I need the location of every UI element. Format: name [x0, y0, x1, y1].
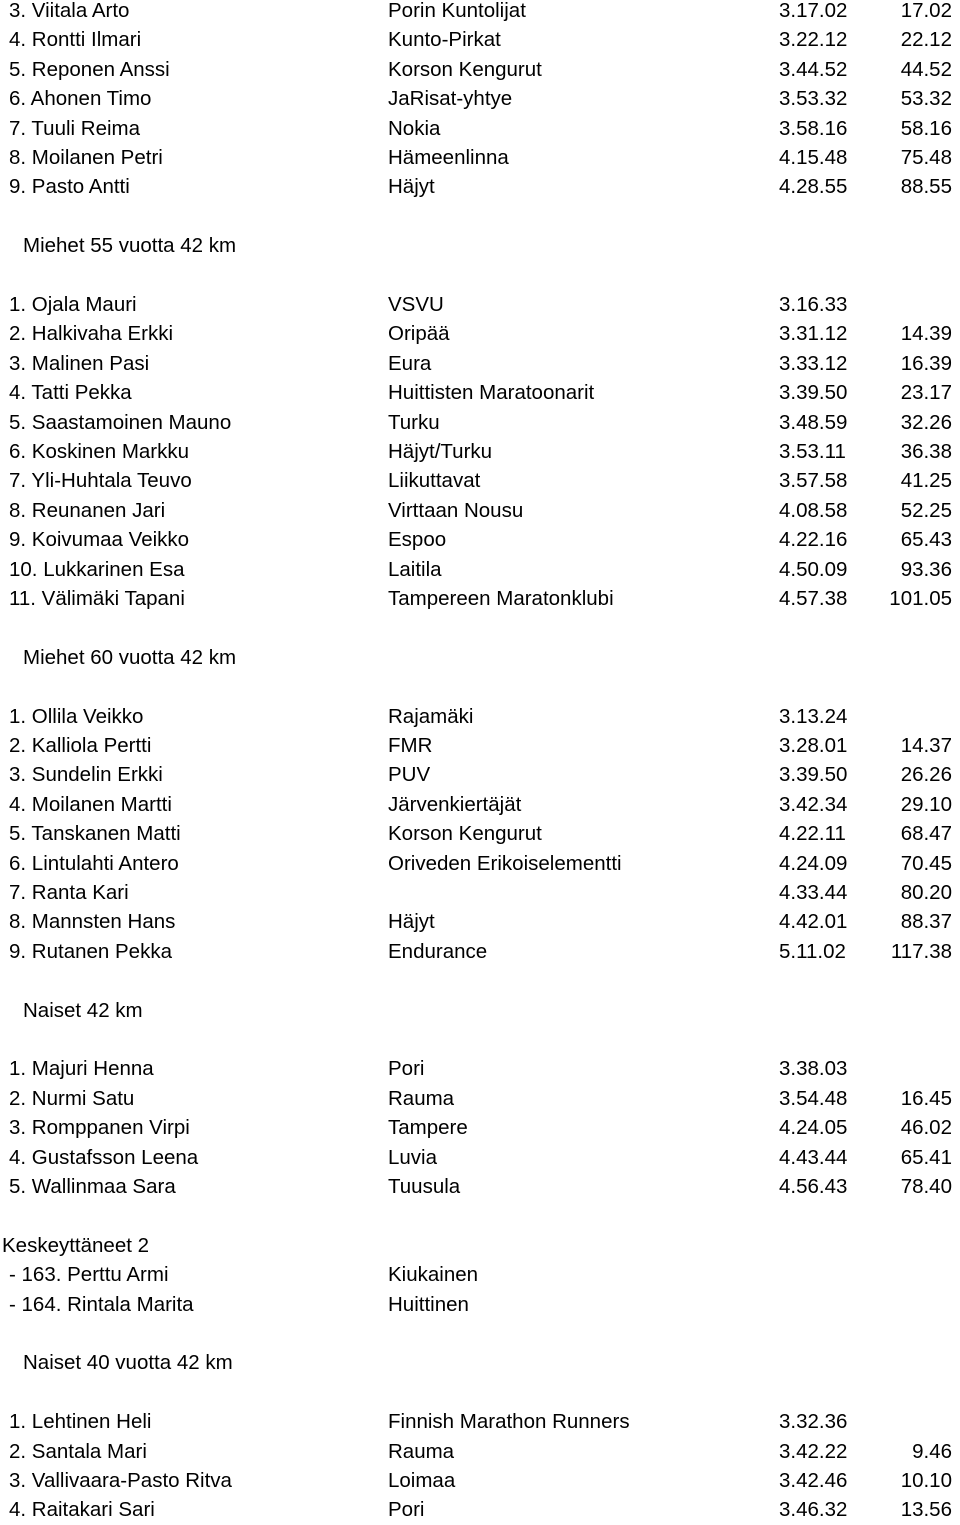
result-row	[0, 731, 960, 760]
dnf-header	[0, 1231, 960, 1260]
runner-name: 6. Koskinen Markku	[9, 440, 190, 463]
finish-time: 3.53.32	[779, 87, 848, 111]
time-behind: 65.43	[900, 528, 952, 552]
time-behind: 41.25	[900, 469, 952, 493]
result-row	[0, 378, 960, 407]
runner-name: 2. Santala Mari	[9, 1439, 147, 1463]
section-header	[0, 1348, 960, 1377]
finish-time: 3.44.52	[779, 57, 848, 81]
finish-time: 3.42.34	[779, 792, 848, 816]
runner-name: 1. Majuri Henna	[9, 1057, 154, 1081]
time-behind: 58.16	[900, 116, 952, 140]
result-row	[0, 760, 960, 789]
runner-name: 3. Viitala Arto	[9, 0, 130, 22]
runner-name: 1. Lehtinen Heli	[9, 1410, 152, 1434]
runner-name: 7. Tuuli Reima	[9, 116, 141, 140]
dnf-row	[0, 1260, 960, 1289]
time-behind: 13.56	[900, 1498, 952, 1522]
runner-name: 3. Vallivaara-Pasto Ritva	[9, 1469, 232, 1492]
time-behind: 88.37	[900, 910, 952, 934]
runner-club: PUV	[388, 763, 431, 787]
finish-time: 3.57.58	[779, 469, 848, 493]
runner-club: Tuusula	[388, 1175, 461, 1198]
time-behind: 14.39	[900, 322, 952, 346]
result-row	[0, 496, 960, 525]
finish-time: 3.38.03	[779, 1057, 848, 1081]
time-behind: 22.12	[900, 28, 952, 52]
finish-time: 3.17.02	[779, 0, 848, 22]
runner-name: 7. Ranta Kari	[9, 881, 129, 904]
time-behind: 14.37	[900, 734, 952, 757]
result-row	[0, 1143, 960, 1172]
time-behind: 29.10	[900, 792, 952, 816]
finish-time: 4.08.58	[779, 498, 848, 522]
runner-club: FMR	[388, 734, 433, 757]
runner-name: 4. Moilanen Martti	[9, 792, 172, 816]
runner-name: 2. Nurmi Satu	[9, 1086, 135, 1110]
dnf-row	[0, 1290, 960, 1319]
runner-name: 5. Saastamoinen Mauno	[9, 410, 232, 434]
finish-time: 3.39.50	[779, 763, 848, 787]
runner-club: Häjyt	[388, 910, 435, 934]
finish-time: 3.33.12	[779, 351, 848, 375]
runner-club: Finnish Marathon Runners	[388, 1410, 630, 1434]
runner-name: 4. Rontti Ilmari	[9, 28, 142, 52]
result-row	[0, 525, 960, 554]
runner-club: Oripää	[388, 322, 450, 346]
section-header	[0, 231, 960, 260]
finish-time: 4.43.44	[779, 1145, 848, 1169]
runner-club: Pori	[388, 1057, 425, 1081]
time-behind: 26.26	[900, 763, 952, 787]
finish-time: 4.33.44	[779, 881, 848, 904]
runner-club: Turku	[388, 410, 440, 434]
result-row	[0, 114, 960, 143]
runner-club: Pori	[388, 1498, 425, 1522]
result-row	[0, 143, 960, 172]
blank-line	[0, 1025, 960, 1054]
time-behind: 16.39	[900, 351, 952, 375]
dnf-runner-club: Kiukainen	[388, 1263, 479, 1287]
runner-club: Tampereen Maratonklubi	[388, 587, 614, 610]
result-row	[0, 1466, 960, 1495]
runner-club: Korson Kengurut	[388, 57, 542, 81]
runner-name: 8. Mannsten Hans	[9, 910, 176, 934]
runner-name: 4. Raitakari Sari	[9, 1498, 155, 1522]
blank-line	[0, 672, 960, 701]
finish-time: 3.42.46	[779, 1469, 848, 1492]
time-behind: 53.32	[900, 87, 952, 111]
runner-club: VSVU	[388, 293, 444, 316]
runner-club: Rajamäki	[388, 704, 474, 728]
runner-name: 9. Pasto Antti	[9, 175, 130, 199]
blank-line	[0, 966, 960, 995]
runner-name: 1. Ojala Mauri	[9, 293, 137, 316]
runner-club: Häjyt/Turku	[388, 440, 493, 463]
result-row	[0, 437, 960, 466]
runner-name: 4. Gustafsson Leena	[9, 1145, 199, 1169]
runner-club: Endurance	[388, 939, 488, 963]
time-behind: 52.25	[900, 498, 952, 522]
result-row	[0, 55, 960, 84]
finish-time: 4.22.16	[779, 528, 848, 552]
blank-line	[0, 613, 960, 642]
result-row	[0, 25, 960, 54]
runner-club: JaRisat-yhtye	[388, 87, 513, 111]
result-row	[0, 702, 960, 731]
dnf-runner-name: - 163. Perttu Armi	[9, 1263, 169, 1287]
result-row	[0, 878, 960, 907]
section-title: Miehet 60 vuotta 42 km	[23, 645, 237, 669]
runner-club: Järvenkiertäjät	[388, 792, 522, 816]
time-behind: 9.46	[912, 1439, 952, 1463]
finish-time: 4.28.55	[779, 175, 848, 199]
time-behind: 16.45	[900, 1086, 952, 1110]
runner-club: Laitila	[388, 557, 442, 581]
finish-time: 4.24.09	[779, 851, 848, 875]
runner-club: Hämeenlinna	[388, 146, 509, 169]
section-header	[0, 996, 960, 1025]
finish-time: 3.46.32	[779, 1498, 848, 1522]
runner-name: 11. Välimäki Tapani	[9, 587, 185, 610]
runner-name: 3. Malinen Pasi	[9, 351, 150, 375]
time-behind: 101.05	[889, 587, 952, 610]
finish-time: 3.16.33	[779, 293, 848, 316]
section-title: Naiset 40 vuotta 42 km	[23, 1351, 233, 1375]
result-row	[0, 849, 960, 878]
runner-name: 1. Ollila Veikko	[9, 704, 144, 728]
dnf-runner-name: - 164. Rintala Marita	[9, 1292, 194, 1316]
result-row	[0, 84, 960, 113]
finish-time: 5.11.02	[779, 939, 846, 963]
runner-club: Espoo	[388, 528, 447, 552]
runner-club: Rauma	[388, 1086, 455, 1110]
finish-time: 4.24.05	[779, 1116, 848, 1140]
section-title: Naiset 42 km	[23, 998, 143, 1022]
result-row	[0, 349, 960, 378]
finish-time: 3.32.36	[779, 1410, 848, 1434]
time-behind: 10.10	[900, 1469, 952, 1492]
runner-name: 2. Halkivaha Erkki	[9, 322, 174, 346]
section-title: Miehet 55 vuotta 42 km	[23, 234, 237, 258]
result-row	[0, 1437, 960, 1466]
result-row	[0, 819, 960, 848]
finish-time: 4.22.11	[779, 822, 846, 846]
runner-club: Huittisten Maratoonarit	[388, 381, 595, 405]
blank-line	[0, 1378, 960, 1407]
runner-name: 9. Koivumaa Veikko	[9, 528, 190, 552]
blank-line	[0, 1201, 960, 1230]
runner-name: 8. Moilanen Petri	[9, 146, 163, 169]
result-row	[0, 555, 960, 584]
result-row	[0, 290, 960, 319]
time-behind: 75.48	[900, 146, 952, 169]
result-row	[0, 790, 960, 819]
section-header	[0, 643, 960, 672]
time-behind: 70.45	[900, 851, 952, 875]
finish-time: 3.48.59	[779, 410, 848, 434]
finish-time: 4.50.09	[779, 557, 848, 581]
runner-club: Kunto-Pirkat	[388, 28, 501, 52]
time-behind: 36.38	[900, 440, 952, 463]
runner-name: 9. Rutanen Pekka	[9, 939, 172, 963]
runner-name: 2. Kalliola Pertti	[9, 734, 152, 757]
time-behind: 23.17	[900, 381, 952, 405]
finish-time: 3.22.12	[779, 28, 848, 52]
finish-time: 4.57.38	[779, 587, 848, 610]
runner-club: Loimaa	[388, 1469, 456, 1492]
finish-time: 3.28.01	[779, 734, 848, 757]
finish-time: 3.42.22	[779, 1439, 848, 1463]
runner-club: Nokia	[388, 116, 441, 140]
time-behind: 32.26	[900, 410, 952, 434]
result-row	[0, 907, 960, 936]
time-behind: 93.36	[900, 557, 952, 581]
result-row	[0, 319, 960, 348]
runner-name: 7. Yli-Huhtala Teuvo	[9, 469, 192, 493]
runner-club: Luvia	[388, 1145, 438, 1169]
finish-time: 4.15.48	[779, 146, 848, 169]
result-row	[0, 1495, 960, 1524]
runner-name: 5. Reponen Anssi	[9, 57, 170, 81]
time-behind: 17.02	[900, 0, 952, 22]
time-behind: 46.02	[900, 1116, 952, 1140]
result-row	[0, 1084, 960, 1113]
runner-club: Häjyt	[388, 175, 435, 199]
result-row	[0, 1172, 960, 1201]
result-row	[0, 1113, 960, 1142]
result-row	[0, 1054, 960, 1083]
runner-club: Eura	[388, 351, 432, 375]
runner-club: Rauma	[388, 1439, 455, 1463]
runner-name: 5. Tanskanen Matti	[9, 822, 181, 846]
result-row	[0, 937, 960, 966]
result-row	[0, 1407, 960, 1436]
finish-time: 3.31.12	[779, 322, 848, 346]
blank-line	[0, 1319, 960, 1348]
finish-time: 4.42.01	[779, 910, 848, 934]
runner-club: Korson Kengurut	[388, 822, 542, 846]
result-row	[0, 0, 960, 25]
finish-time: 4.56.43	[779, 1175, 848, 1198]
time-behind: 88.55	[900, 175, 952, 199]
result-row	[0, 172, 960, 201]
finish-time: 3.54.48	[779, 1086, 848, 1110]
runner-club: Porin Kuntolijat	[388, 0, 526, 22]
runner-club: Virttaan Nousu	[388, 498, 524, 522]
time-behind: 78.40	[900, 1175, 952, 1198]
runner-club: Liikuttavat	[388, 469, 481, 493]
finish-time: 3.39.50	[779, 381, 848, 405]
dnf-runner-club: Huittinen	[388, 1292, 469, 1316]
runner-name: 3. Romppanen Virpi	[9, 1116, 190, 1140]
time-behind: 80.20	[900, 881, 952, 904]
runner-club: Tampere	[388, 1116, 468, 1140]
time-behind: 117.38	[890, 939, 952, 963]
finish-time: 3.53.11	[779, 440, 846, 463]
runner-name: 6. Ahonen Timo	[9, 87, 152, 111]
time-behind: 65.41	[900, 1145, 952, 1169]
finish-time: 3.13.24	[779, 704, 848, 728]
runner-name: 3. Sundelin Erkki	[9, 763, 163, 787]
finish-time: 3.58.16	[779, 116, 848, 140]
runner-name: 4. Tatti Pekka	[9, 381, 132, 405]
result-row	[0, 584, 960, 613]
blank-line	[0, 261, 960, 290]
result-row	[0, 408, 960, 437]
runner-name: 6. Lintulahti Antero	[9, 851, 179, 875]
result-row	[0, 466, 960, 495]
time-behind: 68.47	[900, 822, 952, 846]
blank-line	[0, 202, 960, 231]
time-behind: 44.52	[900, 57, 952, 81]
runner-name: 8. Reunanen Jari	[9, 498, 166, 522]
runner-name: 10. Lukkarinen Esa	[9, 557, 185, 581]
runner-club: Oriveden Erikoiselementti	[388, 851, 622, 875]
runner-name: 5. Wallinmaa Sara	[9, 1175, 176, 1198]
dnf-title: Keskeyttäneet 2	[2, 1233, 150, 1257]
